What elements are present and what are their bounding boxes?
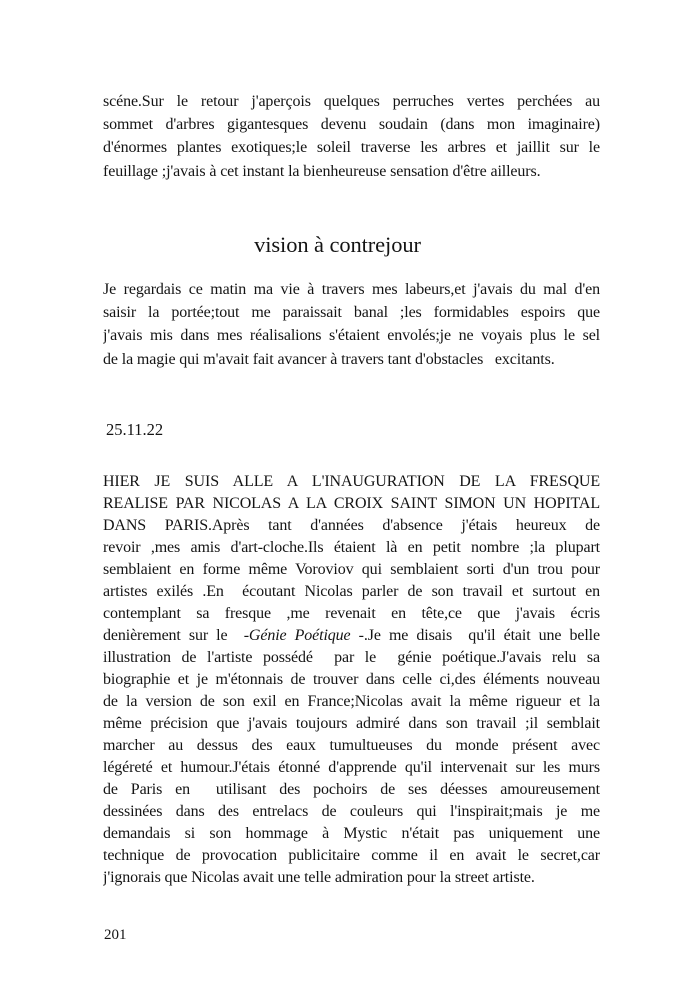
text-segment: REALISE PAR NICOLAS A LA CROIX SAINT SIMON UN HOPITAL (103, 495, 600, 512)
text-segment: dessinées dans des entrelacs de couleurs qui l'inspirait;mais je me (103, 803, 600, 820)
text-segment: saisir la portée;tout me paraissait banal ;les formidables espoirs que (103, 304, 600, 322)
text-line (103, 801, 600, 823)
text-segment: d'énormes plantes exotiques;le soleil traverse les arbres et jaillit sur le (103, 139, 600, 157)
page-number: 201 (104, 927, 127, 943)
text-line (103, 647, 600, 669)
text-segment: HIER JE SUIS ALLE A L'INAUGURATION DE LA FRESQUE (103, 473, 600, 490)
text-segment: technique de provocation publicitaire comme il en avait le secret,car (103, 847, 600, 864)
text-segment: denièrement sur le (103, 627, 244, 644)
text-line (103, 515, 600, 537)
text-segment: artistes exilés .En écoutant Nicolas parler de son travail et surtout en (103, 583, 600, 600)
entry-paragraph (103, 471, 600, 889)
text-segment: semblaient en forme même Voroviov qui semblaient sorti d'un trou pour (103, 561, 600, 578)
text-line (103, 823, 600, 845)
opening-paragraph (103, 90, 600, 183)
text-segment: biographie et je m'étonnais de trouver dans celle ci,des éléments nouveau (103, 671, 600, 688)
text-segment: contemplant sa fresque ,me revenait en tête,ce que j'avais écris (103, 605, 600, 622)
text-line (103, 278, 600, 301)
text-line (103, 713, 600, 735)
text-segment: de la magie qui m'avait fait avancer à travers tant d'obstacles excitants. (103, 350, 555, 368)
text-line (103, 324, 600, 347)
text-line (103, 867, 600, 889)
text-line (103, 779, 600, 801)
text-line (103, 301, 600, 324)
text-line (103, 90, 600, 113)
text-line (103, 471, 600, 493)
text-line (103, 845, 600, 867)
text-line (103, 735, 600, 757)
text-segment: de Paris en utilisant des pochoirs de ses déesses amoureusement (103, 781, 600, 798)
text-segment: Je regardais ce matin ma vie à travers mes labeurs,et j'avais du mal d'en (103, 281, 600, 298)
text-segment: j'ignorais que Nicolas avait une telle admiration pour la street artiste. (103, 869, 535, 886)
italic-text-segment: -Génie Poétique - (243, 627, 364, 644)
text-segment: marcher au dessus des eaux tumultueuses du monde présent avec (103, 737, 600, 754)
text-line (103, 136, 600, 159)
text-segment: de la version de son exil en France;Nicolas avait la même rigueur et la (103, 693, 600, 710)
vision-paragraph (103, 278, 600, 371)
text-segment: scéne.Sur le retour j'aperçois quelques perruches vertes perchées au (103, 93, 600, 110)
text-segment: sommet d'arbres gigantesques devenu soudain (dans mon imaginaire) (103, 116, 600, 134)
text-line (103, 348, 600, 371)
text-segment: demandais si son hommage à Mystic n'était pas uniquement une (103, 825, 600, 842)
text-segment: .Je me disais qu'il était une belle (363, 627, 600, 644)
text-line (103, 625, 600, 647)
section-heading: vision à contrejour (254, 232, 421, 257)
text-line (103, 581, 600, 603)
text-line (103, 559, 600, 581)
text-line (103, 113, 600, 136)
text-segment: même précision que j'avais toujours admiré dans son travail ;il semblait (103, 715, 600, 732)
text-segment: légéreté et humour.J'étais étonné d'apprende qu'il intervenait sur les murs (103, 759, 600, 776)
text-line (103, 669, 600, 691)
text-segment: illustration de l'artiste possédé par le génie poétique.J'avais relu sa (103, 649, 600, 666)
text-segment: feuillage ;j'avais à cet instant la bienheureuse sensation d'être ailleurs. (103, 162, 541, 180)
text-segment: DANS PARIS.Après tant d'années d'absence j'étais heureux de (103, 517, 600, 534)
text-segment: j'avais mis dans mes réalisalions s'étaient envolés;je ne voyais plus le sel (103, 327, 600, 345)
text-segment: revoir ,mes amis d'art-cloche.Ils étaient là en petit nombre ;la plupart (103, 539, 600, 556)
text-line (103, 493, 600, 515)
entry-date: 25.11.22 (106, 420, 164, 439)
text-line (103, 160, 600, 183)
text-line (103, 757, 600, 779)
text-line (103, 603, 600, 625)
text-line (103, 691, 600, 713)
text-line (103, 537, 600, 559)
